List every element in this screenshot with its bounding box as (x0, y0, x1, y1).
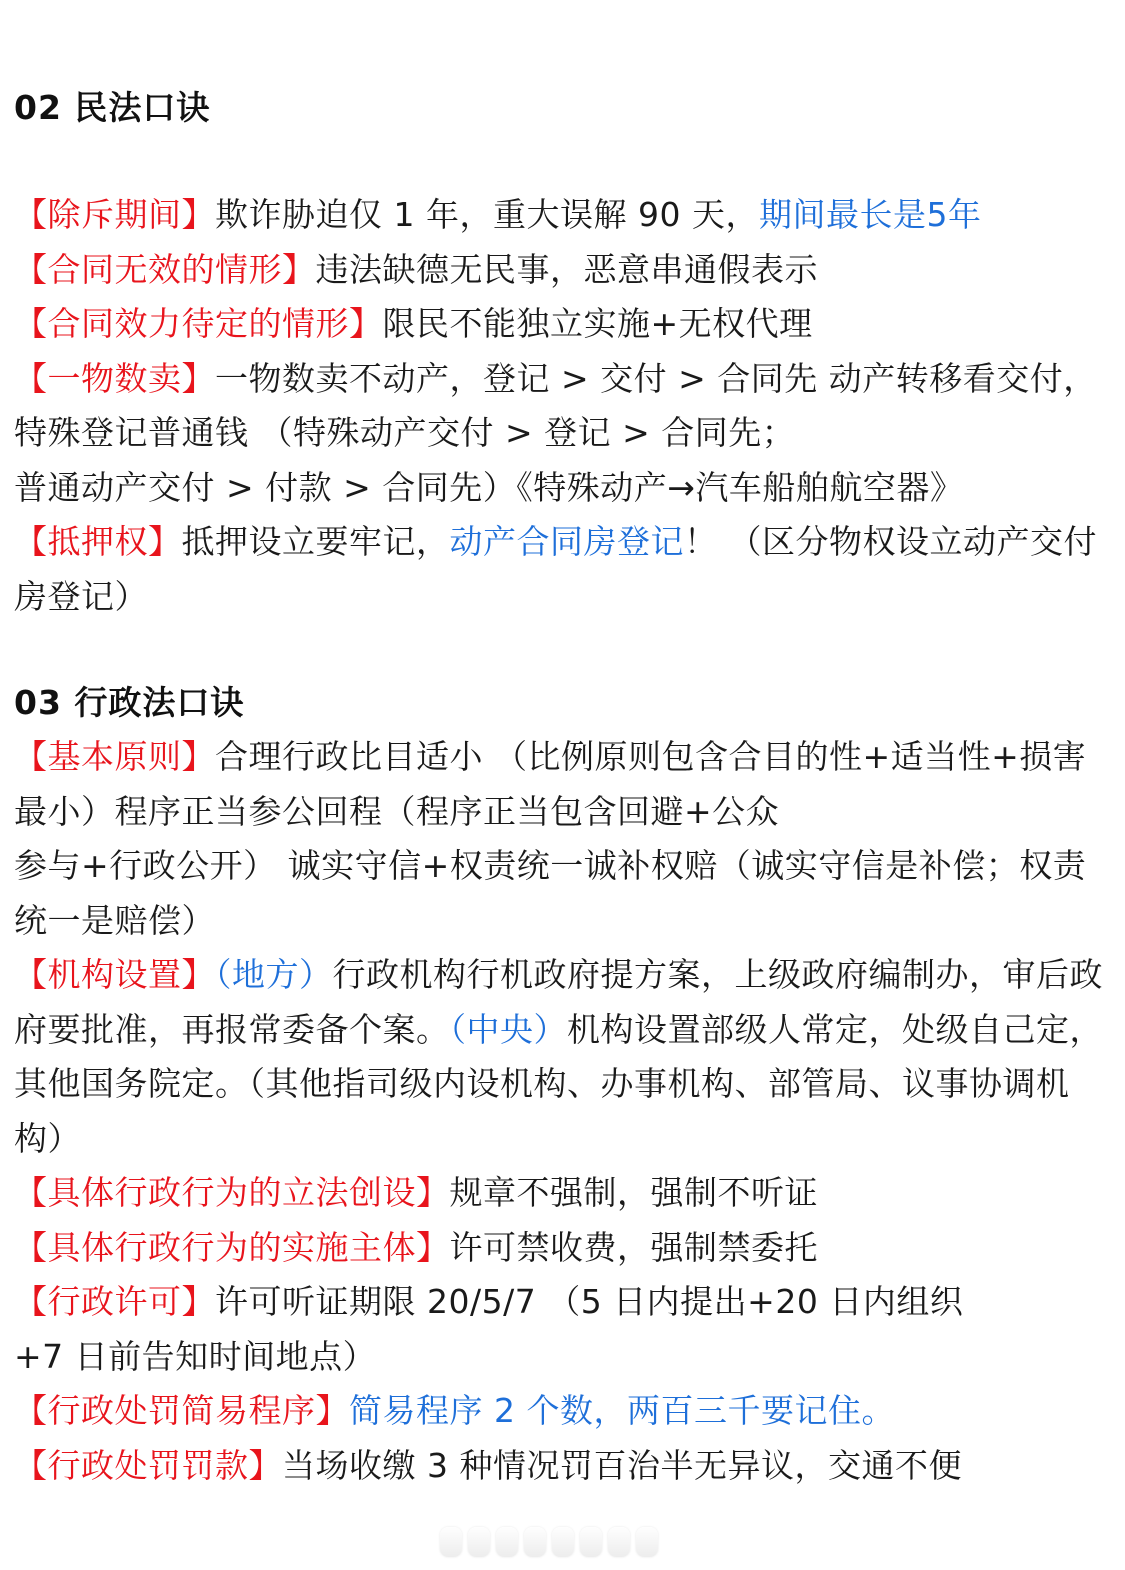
entry-text: 欺诈胁迫仅 1 年，重大误解 90 天， (215, 195, 759, 234)
entry-penalty-fine (14, 1439, 1114, 1494)
entry-mortgage (14, 515, 1114, 624)
entry-text: 行政机构行机政府提方案，上级政府编制办，审后政府要批准，再报常委备个案。 (14, 955, 1103, 1049)
entry-tag: 【具体行政行为的立法创设】 (14, 1173, 450, 1212)
entry-tag: 【行政处罚简易程序】 (14, 1391, 349, 1430)
entry-implementing-subject (14, 1221, 1114, 1276)
entry-tag: 【合同效力待定的情形】 (14, 304, 383, 343)
entry-text: 一物数卖不动产，登记 > 交付 > 合同先 动产转移看交付，特殊登记普通钱 （特殊动产交付 > 登记 > 合同先； (14, 358, 1097, 452)
entry-tag: 【行政处罚罚款】 (14, 1445, 282, 1485)
entry-rescission-period (14, 188, 1114, 243)
entry-text: 抵押设立要牢记， (181, 522, 450, 561)
entry-highlight: （地方） (215, 955, 333, 994)
entry-multiple-sale (14, 352, 1114, 516)
section-heading-admin-law: 03 行政法口诀 (14, 683, 245, 722)
entry-highlight-2: （中央） (449, 1009, 567, 1049)
entry-highlight: 动产合同房登记 (449, 522, 684, 561)
entry-text-cont: 参与+行政公开） 诚实守信+权责统一诚补权赔（诚实守信是补偿；权责统一是赔偿） (14, 846, 1087, 940)
entry-text: 合理行政比目适小 （比例原则包含合目的性+适当性+损害最小）程序正当参公回程（程序正当包含回避+公众 (14, 737, 1087, 831)
watermark-logo (440, 1522, 680, 1562)
entry-institution-setup (14, 948, 1114, 1166)
entry-highlight: 期间最长是5年 (758, 195, 982, 234)
section-admin-law (14, 730, 1114, 1493)
entry-text: 限民不能独立实施+无权代理 (382, 304, 813, 343)
entry-tag: 【具体行政行为的实施主体】 (14, 1227, 450, 1267)
entry-text-cont: 机构设置部级人常定，处级自己定，其他国务院定。（其他指司级内设机构、办事机构、部管局、议事协调机构） (14, 1009, 1103, 1158)
section-civil-law (14, 188, 1114, 624)
entry-tag: 【行政许可】 (14, 1282, 215, 1321)
entry-tag: 【合同无效的情形】 (14, 249, 316, 289)
entry-pending-validity (14, 297, 1114, 352)
entry-highlight: 简易程序 2 个数，两百三千要记住。 (349, 1391, 895, 1430)
entry-text-cont: +7 日前告知时间地点） (14, 1336, 377, 1376)
entry-text-cont: ！ （区分物权设立动产交付房登记） (14, 522, 1097, 616)
entry-tag: 【一物数卖】 (14, 358, 215, 398)
entry-text: 许可听证期限 20/5/7 （5 日内提出+20 日内组织 (215, 1282, 964, 1321)
entry-tag: 【机构设置】 (14, 955, 215, 994)
entry-text-cont: 普通动产交付 > 付款 > 合同先）《特殊动产→汽车船舶航空器》 (14, 467, 964, 507)
entry-legislative-creation (14, 1166, 1114, 1221)
entry-tag: 【抵押权】 (14, 522, 182, 561)
entry-administrative-license (14, 1275, 1114, 1384)
entry-text: 许可禁收费，强制禁委托 (449, 1227, 818, 1267)
entry-text: 违法缺德无民事，恶意串通假表示 (315, 249, 818, 289)
entry-basic-principles (14, 730, 1114, 948)
entry-tag: 【基本原则】 (14, 737, 215, 776)
entry-void-contract (14, 243, 1114, 298)
entry-text: 规章不强制，强制不听证 (449, 1173, 818, 1212)
entry-text: 当场收缴 3 种情况罚百治半无异议，交通不便 (282, 1445, 962, 1485)
entry-tag: 【除斥期间】 (14, 195, 215, 234)
entry-simple-procedure (14, 1384, 1114, 1439)
section-heading-civil-law: 02 民法口诀 (14, 88, 211, 127)
